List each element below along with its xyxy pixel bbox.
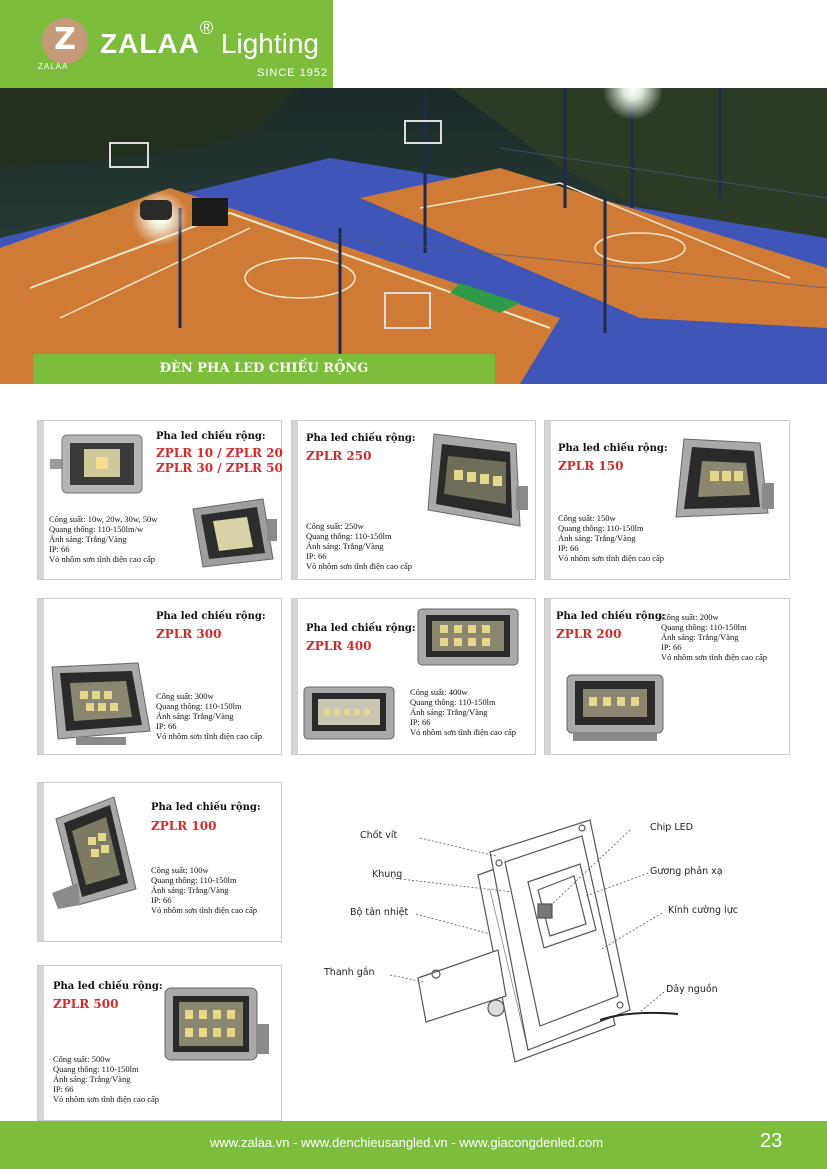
product-code: ZPLR 10 / ZPLR 20: [156, 446, 283, 460]
spec-light: Ánh sáng: Trắng/Vàng: [558, 533, 636, 543]
spec-housing: Vỏ nhôm sơn tĩnh điện cao cấp: [661, 652, 768, 662]
floodlight-100w-image: [48, 793, 148, 928]
product-code: ZPLR 400: [306, 639, 372, 653]
product-code: ZPLR 250: [306, 449, 372, 463]
product-specs: [156, 691, 262, 741]
product-card-zplr-200: [544, 598, 790, 755]
product-specs: [661, 612, 767, 662]
product-code: ZPLR 30 / ZPLR 50: [156, 461, 283, 475]
product-code: ZPLR 150: [558, 459, 624, 473]
spec-light: Ánh sáng: Trắng/Vàng: [156, 711, 234, 721]
product-card-zplr-300: [37, 598, 282, 755]
spec-lumen: Quang thông: 110-150lm/w: [49, 524, 144, 534]
product-specs: [410, 687, 516, 737]
court-illustration: [0, 88, 827, 384]
product-title: Pha led chiếu rộng:: [556, 611, 666, 622]
label-khung: Khung: [372, 869, 403, 880]
product-card-zplr-100: [37, 782, 282, 942]
spec-housing: Vỏ nhôm sơn tĩnh điện cao cấp: [151, 905, 258, 915]
spec-lumen: Quang thông: 110-150lm: [156, 701, 242, 711]
product-code: ZPLR 100: [151, 819, 217, 833]
product-specs: [151, 865, 257, 915]
product-title: Pha led chiếu rộng:: [558, 443, 668, 454]
product-specs: [558, 513, 664, 563]
spec-housing: Vỏ nhôm sơn tĩnh điện cao cấp: [558, 553, 665, 563]
spec-lumen: Quang thông: 110-150lm: [306, 531, 392, 541]
product-title: Pha led chiếu rộng:: [156, 611, 266, 622]
spec-lumen: Quang thông: 110-150lm: [661, 622, 747, 632]
product-card-zplr-250: [291, 420, 536, 580]
spec-light: Ánh sáng: Trắng/Vàng: [151, 885, 229, 895]
spec-ip: IP: 66: [410, 717, 431, 727]
product-title: Pha led chiếu rộng:: [306, 623, 416, 634]
logo-subtext: ZALAA: [38, 62, 69, 71]
registered-mark: ®: [199, 18, 214, 38]
spec-light: Ánh sáng: Trắng/Vàng: [49, 534, 127, 544]
spec-ip: IP: 66: [558, 543, 579, 553]
spec-housing: Vỏ nhôm sơn tĩnh điện cao cấp: [49, 554, 156, 564]
product-title: Pha led chiếu rộng:: [156, 431, 266, 442]
spec-light: Ánh sáng: Trắng/Vàng: [661, 632, 739, 642]
spec-housing: Vỏ nhôm sơn tĩnh điện cao cấp: [156, 731, 263, 741]
spec-housing: Vỏ nhôm sơn tĩnh điện cao cấp: [410, 727, 517, 737]
product-card-zplr-150: [544, 420, 790, 580]
product-card-zplr-400: [291, 598, 536, 755]
spec-power: Công suất: 400w: [410, 687, 468, 697]
spec-lumen: Quang thông: 110-150lm: [558, 523, 644, 533]
label-thanh-gan: Thanh gắn: [324, 967, 375, 978]
label-bo-tan-nhiet: Bộ tản nhiệt: [350, 907, 409, 918]
floodlight-small-angled-image: [183, 489, 283, 571]
spec-power: Công suất: 300w: [156, 691, 214, 701]
product-title: Pha led chiếu rộng:: [151, 802, 261, 813]
floodlight-200w-image: [563, 671, 667, 747]
spec-ip: IP: 66: [53, 1084, 74, 1094]
spec-ip: IP: 66: [156, 721, 177, 731]
product-title: Pha led chiếu rộng:: [53, 981, 163, 992]
product-specs: [49, 514, 157, 564]
spec-power: Công suất: 250w: [306, 521, 364, 531]
page-number: 23: [760, 1130, 783, 1152]
spec-power: Công suất: 150w: [558, 513, 616, 523]
section-banner: ĐÈN PHA LED CHIẾU RỘNG: [33, 354, 495, 384]
product-code: ZPLR 500: [53, 997, 119, 1011]
spec-ip: IP: 66: [151, 895, 172, 905]
spec-power: Công suất: 10w, 20w, 30w, 50w: [49, 514, 158, 524]
product-specs: [53, 1054, 159, 1104]
label-kinh-cuong-luc: Kính cường lực: [668, 905, 738, 916]
product-card-zplr-500: [37, 965, 282, 1121]
product-card-zplr-10-50: [37, 420, 282, 580]
since-text: SINCE 1952: [257, 67, 329, 79]
product-code: ZPLR 300: [156, 627, 222, 641]
spec-ip: IP: 66: [49, 544, 70, 554]
label-guong-phan-xa: Gương phản xạ: [650, 866, 723, 877]
spec-housing: Vỏ nhôm sơn tĩnh điện cao cấp: [306, 561, 413, 571]
floodlight-150w-image: [670, 433, 780, 528]
spec-ip: IP: 66: [306, 551, 327, 561]
label-day-nguon: Dây nguồn: [666, 984, 718, 995]
spec-light: Ánh sáng: Trắng/Vàng: [53, 1074, 131, 1084]
brand-title: [100, 18, 320, 60]
brand-name: ZALAA: [100, 28, 200, 59]
spec-light: Ánh sáng: Trắng/Vàng: [410, 707, 488, 717]
footer-websites[interactable]: www.zalaa.vn - www.denchieusangled.vn - www.giacongdenled.com: [210, 1135, 604, 1150]
spec-housing: Vỏ nhôm sơn tĩnh điện cao cấp: [53, 1094, 160, 1104]
floodlight-400w-image: [412, 605, 524, 669]
label-chot-vit: Chốt vít: [360, 830, 398, 841]
floodlight-300w-image: [46, 659, 156, 751]
spec-lumen: Quang thông: 110-150lm: [53, 1064, 139, 1074]
spec-power: Công suất: 100w: [151, 865, 209, 875]
product-code: ZPLR 200: [556, 627, 622, 641]
floodlight-small-image: [48, 429, 148, 499]
floodlight-500w-image: [161, 984, 271, 1066]
spec-power: Công suất: 500w: [53, 1054, 111, 1064]
brand-suffix: Lighting: [220, 28, 320, 59]
spec-ip: IP: 66: [661, 642, 682, 652]
spec-lumen: Quang thông: 110-150lm: [410, 697, 496, 707]
floodlight-250w-image: [420, 426, 532, 536]
label-chip-led: Chip LED: [650, 822, 693, 833]
product-title: Pha led chiếu rộng:: [306, 433, 416, 444]
hero-image: [0, 88, 827, 384]
spec-power: Công suất: 200w: [661, 612, 719, 622]
product-specs: [306, 521, 412, 571]
zalaa-logo-icon: Z: [42, 18, 88, 64]
floodlight-400w-front-image: [302, 683, 397, 743]
floodlight-parts-diagram: [300, 800, 720, 1100]
spec-lumen: Quang thông: 110-150lm: [151, 875, 237, 885]
spec-light: Ánh sáng: Trắng/Vàng: [306, 541, 384, 551]
